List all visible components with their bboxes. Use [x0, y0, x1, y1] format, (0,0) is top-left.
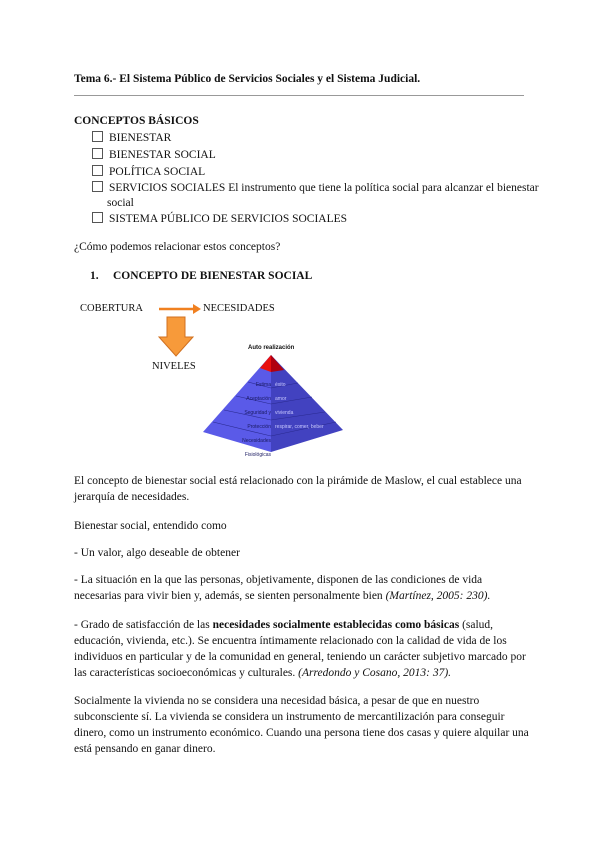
checkbox-icon	[92, 212, 103, 223]
paragraph: - Grado de satisfacción de las necesidades socialmente establecidas como básicas (salud, educación, vivienda, etc.). Se encuentra íntimamente relacionado con la calidad de vida de los individuos en particular y de la comunidad en general, teniendo un carácter subjetivo marcado por las características socioeconómicas y culturales. (Arredondo y Cosano, 2013: 37).	[74, 619, 526, 679]
pyramid-top-label: Auto realización	[248, 345, 295, 351]
list-item	[92, 181, 547, 211]
paragraph: Socialmente la vivienda no se considera una necesidad básica, a pesar de que en nuestro subconsciente sí. La vivienda se considera un instrumento de mercantilización para conseguir dinero, como un instrumento económico. Cuando una persona tiene dos casas y quiere alquilar una está pensando en ganar dinero.	[74, 695, 529, 755]
necesidades-label: NECESIDADES	[203, 303, 275, 314]
section-heading: 1. CONCEPTO DE BIENESTAR SOCIAL	[90, 270, 313, 282]
list-item	[92, 165, 205, 178]
list-item	[92, 131, 171, 144]
pyramid-right-labels: éxito amor vivienda respirar, comer, beber	[275, 382, 324, 430]
list-item	[92, 212, 347, 225]
question-text: ¿Cómo podemos relacionar estos conceptos?	[74, 241, 281, 253]
list-item-label: POLÍTICA SOCIAL	[109, 166, 206, 178]
paragraph: El concepto de bienestar social está relacionado con la pirámide de Maslow, el cual establece una jerarquía de necesidades.	[74, 475, 522, 503]
list-item	[92, 148, 216, 161]
niveles-label: NIVELES	[152, 361, 196, 372]
cobertura-label: COBERTURA	[80, 303, 143, 314]
checkbox-icon	[92, 131, 103, 142]
list-item-label: SERVICIOS SOCIALES El instrumento que tiene la política social para alcanzar el bienestar social	[107, 182, 539, 209]
paragraph: Bienestar social, entendido como	[74, 520, 227, 532]
conceptos-heading: CONCEPTOS BÁSICOS	[74, 115, 199, 127]
list-item-label: BIENESTAR	[109, 132, 172, 144]
divider	[74, 95, 524, 96]
list-item-label: BIENESTAR SOCIAL	[109, 149, 216, 161]
checkbox-icon	[92, 165, 103, 176]
paragraph: - La situación en la que las personas, objetivamente, disponen de las condiciones de vida necesarias para vivir bien y, además, se sienten personalmente bien (Martínez, 2005: 230).	[74, 574, 491, 602]
maslow-pyramid	[198, 352, 348, 452]
checkbox-icon	[92, 148, 103, 159]
pyramid-left-labels: Estima Aceptación Seguridad y Protección Necesidades Fisiológicas	[242, 382, 271, 458]
paragraph: - Un valor, algo deseable de obtener	[74, 547, 240, 559]
list-item-label: SISTEMA PÚBLICO DE SERVICIOS SOCIALES	[109, 213, 348, 225]
checkbox-icon	[92, 181, 103, 192]
page-title: Tema 6.- El Sistema Público de Servicios Sociales y el Sistema Judicial.	[74, 73, 421, 85]
